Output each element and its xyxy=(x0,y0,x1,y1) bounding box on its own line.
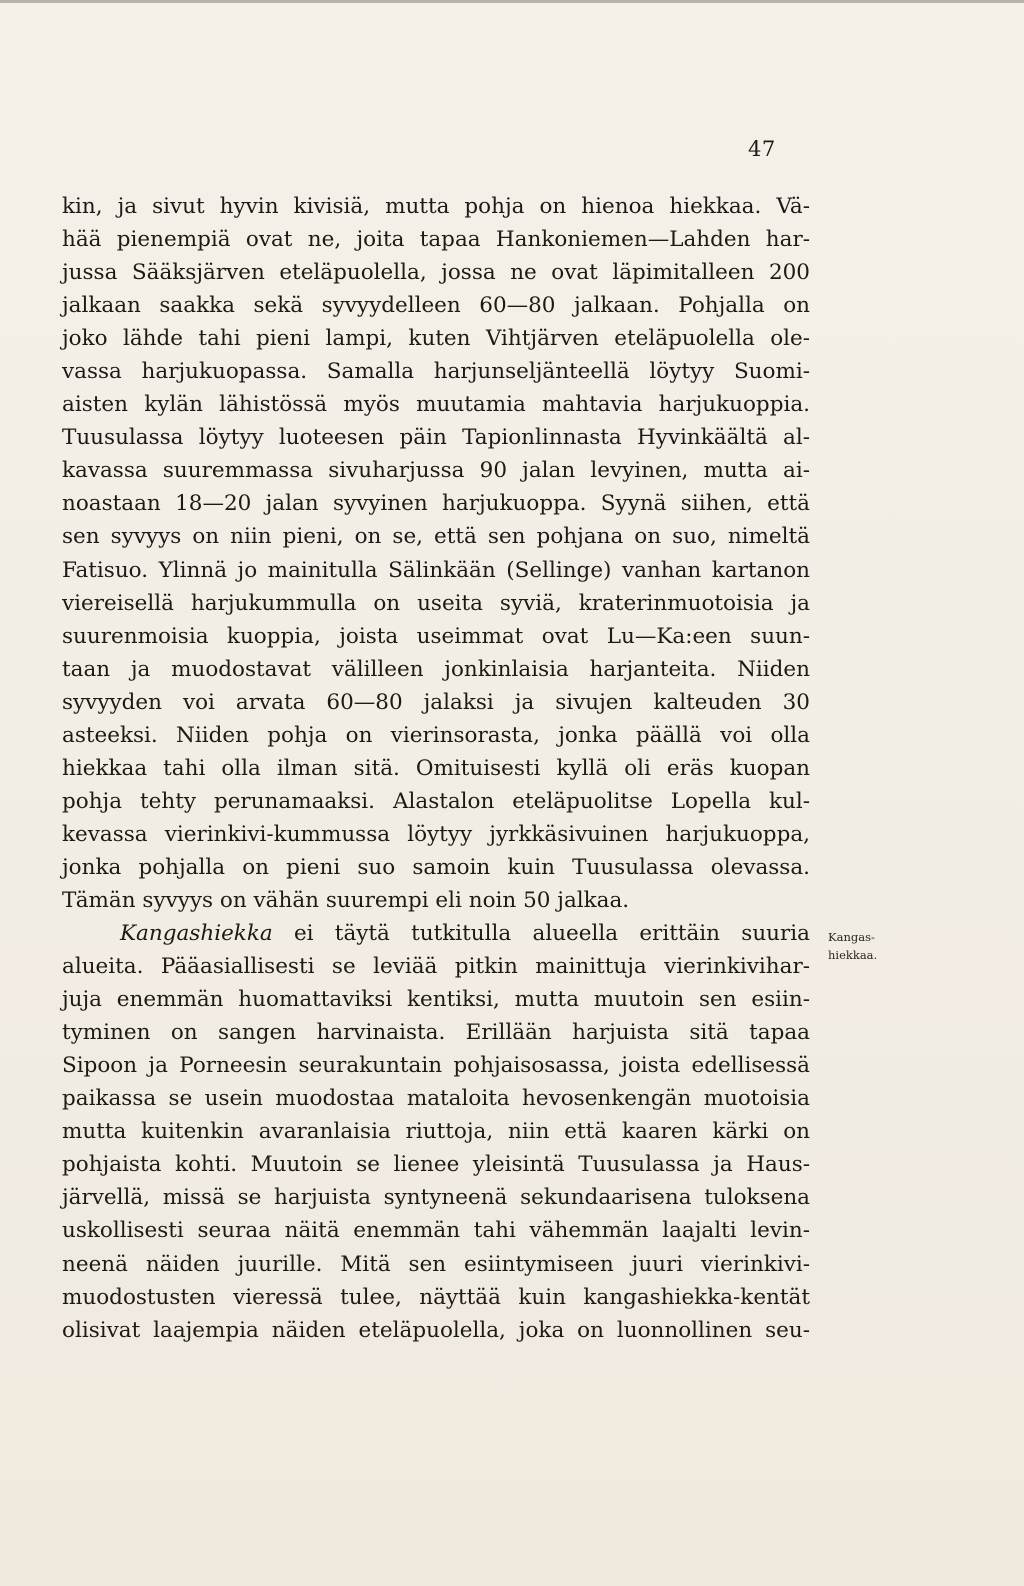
text-line: jussa Sääksjärven eteläpuolella, jossa ne ovat läpimitalleen 200 xyxy=(62,260,810,286)
page-top-edge xyxy=(0,0,1024,3)
body-text xyxy=(62,190,810,1347)
page-number: 47 xyxy=(748,137,776,161)
text-line: syvyyden voi arvata 60—80 jalaksi ja sivujen kalteuden 30 xyxy=(62,689,810,715)
text-line: Fatisuo. Ylinnä jo mainitulla Sälinkään (Sellinge) vanhan kartanon xyxy=(62,557,810,583)
text-line: vassa harjukuopassa. Samalla harjunseljänteellä löytyy Suomi- xyxy=(62,359,810,385)
text-line: neenä näiden juurille. Mitä sen esiintymiseen juuri vierinkivi- xyxy=(62,1251,810,1277)
margin-note-line: hiekkaa. xyxy=(828,948,878,962)
margin-note-line: Kangas- xyxy=(828,930,875,944)
text-line: aisten kylän lähistössä myös muutamia mahtavia harjukuoppia. xyxy=(62,392,810,418)
text-line: juja enemmän huomattaviksi kentiksi, mutta muutoin sen esiin- xyxy=(62,987,810,1013)
emphasized-term: Kangashiekka xyxy=(120,921,273,947)
text-line: viereisellä harjukummulla on useita syviä, kraterinmuotoisia ja xyxy=(62,590,810,616)
text-line: pohjaista kohti. Muutoin se lienee yleisintä Tuusulassa ja Haus- xyxy=(62,1152,810,1178)
text-line: taan ja muodostavat välilleen jonkinlaisia harjanteita. Niiden xyxy=(62,656,810,682)
text-line: kevassa vierinkivi-kummussa löytyy jyrkkäsivuinen harjukuoppa, xyxy=(62,821,810,847)
text-line: muodostusten vieressä tulee, näyttää kuin kangashiekka-kentät xyxy=(62,1284,810,1310)
text-line: pohja tehty perunamaaksi. Alastalon eteläpuolitse Lopella kul- xyxy=(62,788,810,814)
margin-note xyxy=(828,928,877,964)
text-line: asteeksi. Niiden pohja on vierinsorasta, jonka päällä voi olla xyxy=(62,722,810,748)
text-line: sen syvyys on niin pieni, on se, että sen pohjana on suo, nimeltä xyxy=(62,524,810,550)
text-line: jalkaan saakka sekä syvyydelleen 60—80 jalkaan. Pohjalla on xyxy=(62,293,810,319)
text-line: noastaan 18—20 jalan syvyinen harjukuoppa. Syynä siihen, että xyxy=(62,491,810,517)
text-line: jonka pohjalla on pieni suo samoin kuin Tuusulassa olevassa. xyxy=(62,854,810,880)
text-run: ei täytä tutkitulla alueella erittäin suuria xyxy=(272,921,810,947)
text-line: uskollisesti seuraa näitä enemmän tahi vähemmän laajalti levin- xyxy=(62,1218,810,1244)
text-line: tyminen on sangen harvinaista. Erillään harjuista sitä tapaa xyxy=(62,1020,810,1046)
text-line: kavassa suuremmassa sivuharjussa 90 jalan levyinen, mutta ai- xyxy=(62,458,810,484)
text-line: Sipoon ja Porneesin seurakuntain pohjaisosassa, joista edellisessä xyxy=(62,1053,810,1079)
text-line: järvellä, missä se harjuista syntyneenä sekundaarisena tuloksena xyxy=(62,1185,810,1211)
text-line: suurenmoisia kuoppia, joista useimmat ovat Lu—Ka:een suun- xyxy=(62,623,810,649)
text-line: alueita. Pääasiallisesti se leviää pitkin mainittuja vierinkivihar- xyxy=(62,954,810,980)
text-line: olisivat laajempia näiden eteläpuolella, joka on luonnollinen seu- xyxy=(62,1317,810,1343)
text-line: paikassa se usein muodostaa mataloita hevosenkengän muotoisia xyxy=(62,1086,810,1112)
text-line: hää pienempiä ovat ne, joita tapaa Hankoniemen—Lahden har- xyxy=(62,227,810,253)
text-line: Tämän syvyys on vähän suurempi eli noin 50 jalkaa. xyxy=(62,887,630,913)
text-line: kin, ja sivut hyvin kivisiä, mutta pohja on hienoa hiekkaa. Vä- xyxy=(62,194,810,219)
paragraph-start-line xyxy=(62,917,810,950)
text-line: hiekkaa tahi olla ilman sitä. Omituisesti kyllä oli eräs kuopan xyxy=(62,755,810,781)
text-line: joko lähde tahi pieni lampi, kuten Vihtjärven eteläpuolella ole- xyxy=(62,326,810,352)
text-line: Tuusulassa löytyy luoteesen päin Tapionlinnasta Hyvinkäältä al- xyxy=(62,425,810,451)
text-line: mutta kuitenkin avaranlaisia riuttoja, niin että kaaren kärki on xyxy=(62,1119,810,1145)
